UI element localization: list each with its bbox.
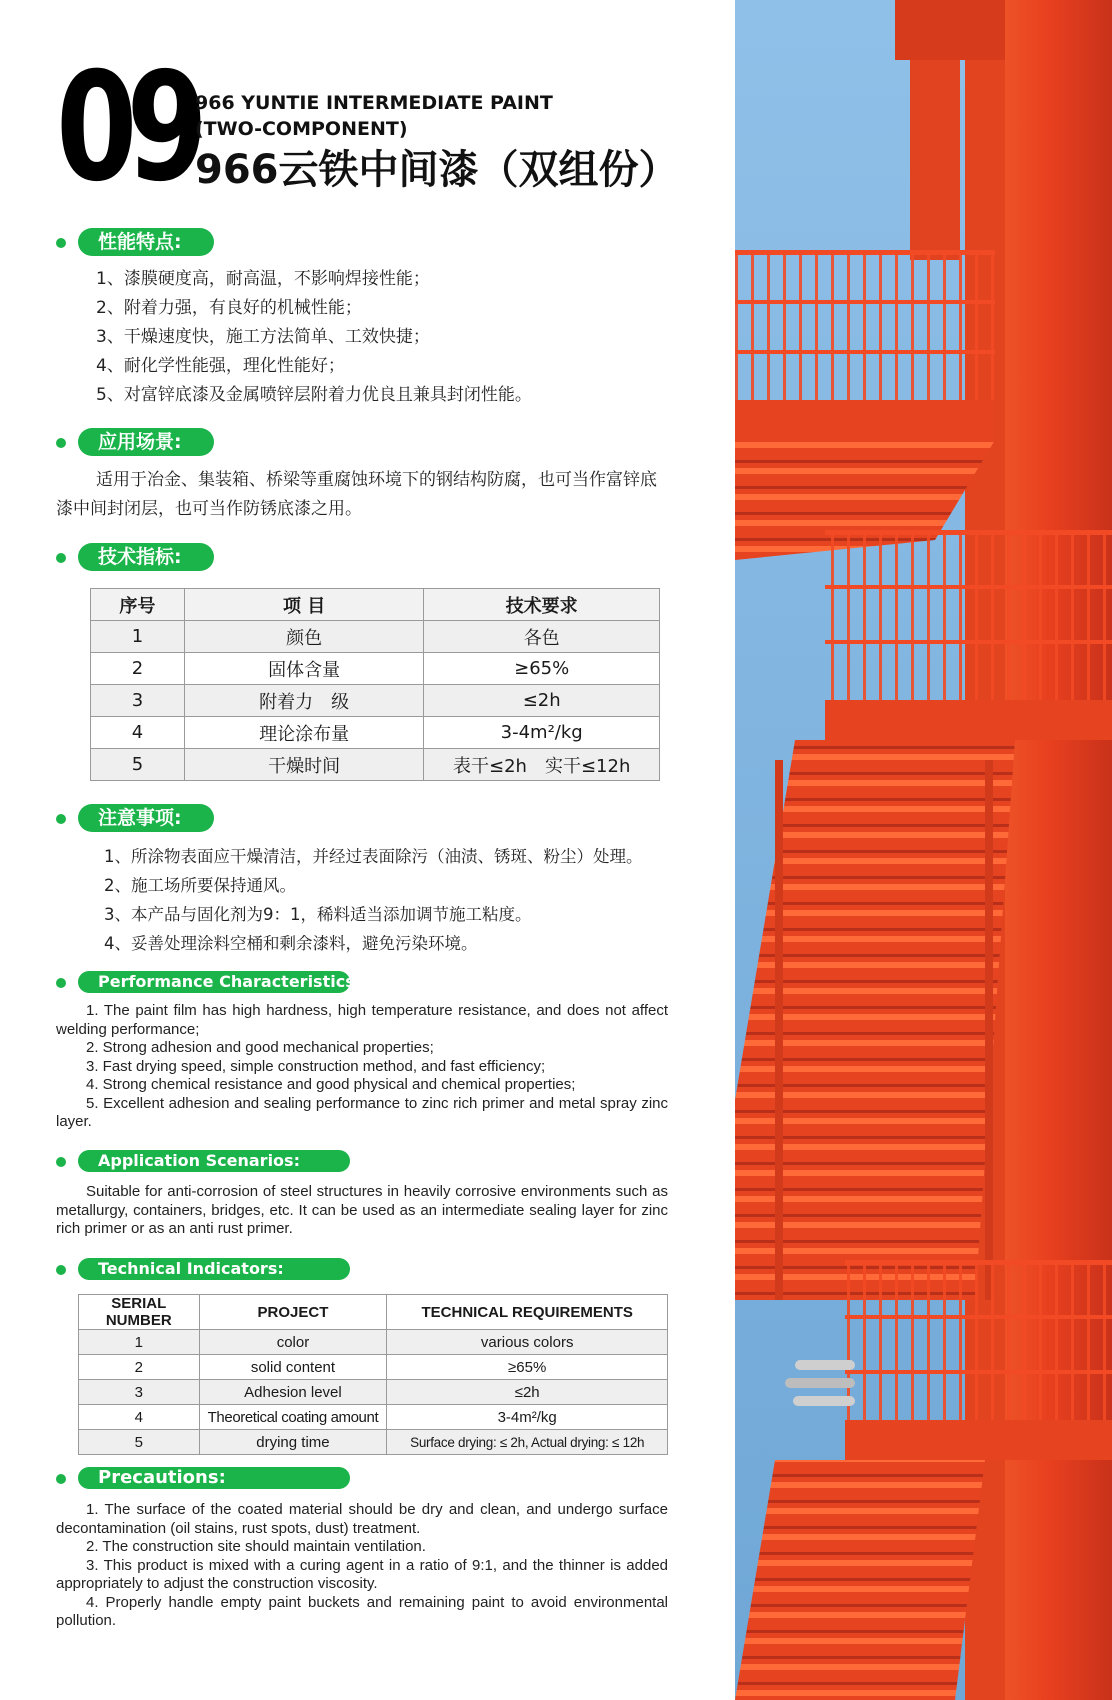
performance-list-en bbox=[56, 1002, 668, 1132]
bullet-dot-icon bbox=[56, 553, 66, 563]
heading-label: Performance Characteristics: bbox=[78, 971, 350, 993]
table-cell: ≤2h bbox=[387, 1380, 668, 1405]
table-header-row bbox=[91, 589, 660, 621]
title-en-line2: (TWO-COMPONENT) bbox=[195, 118, 408, 140]
table-cell: 5 bbox=[79, 1430, 200, 1455]
title-en-line1: 966 YUNTIE INTERMEDIATE PAINT bbox=[195, 92, 553, 114]
heading-label: 技术指标: bbox=[78, 543, 214, 571]
product-title-cn: 966云铁中间漆（双组份） bbox=[195, 147, 679, 193]
table-row bbox=[91, 717, 660, 749]
table-cell: 2 bbox=[91, 653, 185, 685]
table-row bbox=[79, 1355, 668, 1380]
list-item: 2. Strong adhesion and good mechanical properties; bbox=[86, 1039, 434, 1056]
heading-label: Precautions: bbox=[78, 1467, 350, 1489]
table-row bbox=[91, 749, 660, 781]
technical-table-en bbox=[78, 1294, 668, 1455]
bullet-dot-icon bbox=[56, 1157, 66, 1167]
table-cell: color bbox=[199, 1330, 387, 1355]
table-cell: drying time bbox=[199, 1430, 387, 1455]
header-cell: 序号 bbox=[91, 589, 185, 621]
bullet-dot-icon bbox=[56, 438, 66, 448]
table-row bbox=[79, 1330, 668, 1355]
list-item: 4、耐化学性能强，理化性能好； bbox=[96, 356, 345, 376]
header-cell: PROJECT bbox=[199, 1295, 387, 1330]
heading-label: 性能特点: bbox=[78, 228, 214, 256]
table-cell: ≤2h bbox=[424, 685, 660, 717]
list-item: 1、漆膜硬度高，耐高温，不影响焊接性能； bbox=[96, 269, 430, 289]
application-text-cn: 适用于冶金、集装箱、桥梁等重腐蚀环境下的钢结构防腐，也可当作富锌底漆中间封闭层，也可当作防锈底漆之用。 bbox=[56, 470, 657, 519]
heading-label: Application Scenarios: bbox=[78, 1150, 350, 1172]
list-item: 3、本产品与固化剂为9：1，稀料适当添加调节施工粘度。 bbox=[104, 905, 532, 924]
table-header-row bbox=[79, 1295, 668, 1330]
table-cell: 3-4m²/kg bbox=[424, 717, 660, 749]
list-item: 1. The surface of the coated material should be dry and clean, and undergo surface decontamination (oil stains, rust spots, dust) treatment. bbox=[56, 1501, 668, 1537]
table-cell: ≥65% bbox=[424, 653, 660, 685]
catalog-number: 09 bbox=[56, 41, 197, 215]
header-cell: SERIAL NUMBER bbox=[79, 1295, 200, 1330]
heading-label: Technical Indicators: bbox=[78, 1258, 350, 1280]
table-cell: 各色 bbox=[424, 621, 660, 653]
table-cell: 1 bbox=[91, 621, 185, 653]
list-item: 4. Properly handle empty paint buckets and remaining paint to avoid environmental pollution. bbox=[56, 1593, 668, 1629]
bullet-dot-icon bbox=[56, 1265, 66, 1275]
table-cell: 5 bbox=[91, 749, 185, 781]
header-cell: 项 目 bbox=[184, 589, 424, 621]
table-row bbox=[91, 653, 660, 685]
application-paragraph: Suitable for anti-corrosion of steel structures in heavily corrosive environments such as metallurgy, containers, bridges, etc. It can be used as an intermediate sealing layer for zinc rich primer or as an anti rust primer. bbox=[56, 1183, 668, 1237]
table-row bbox=[91, 685, 660, 717]
table-cell: 固体含量 bbox=[184, 653, 424, 685]
list-item: 2、附着力强，有良好的机械性能； bbox=[96, 298, 362, 318]
table-cell: 3 bbox=[79, 1380, 200, 1405]
table-cell: Adhesion level bbox=[199, 1380, 387, 1405]
table-row bbox=[79, 1380, 668, 1405]
list-item: 4. Strong chemical resistance and good physical and chemical properties; bbox=[86, 1076, 576, 1093]
table-cell: 附着力 级 bbox=[184, 685, 424, 717]
table-row bbox=[79, 1405, 668, 1430]
table-cell: Theoretical coating amount bbox=[199, 1405, 387, 1430]
bullet-dot-icon bbox=[56, 814, 66, 824]
list-item: 2、施工场所要保持通风。 bbox=[104, 876, 296, 895]
table-cell: various colors bbox=[387, 1330, 668, 1355]
precautions-list-cn bbox=[104, 842, 684, 958]
bullet-dot-icon bbox=[56, 978, 66, 988]
heading-label: 应用场景: bbox=[78, 428, 214, 456]
bullet-dot-icon bbox=[56, 1474, 66, 1484]
list-item: 1、所涂物表面应干燥清洁，并经过表面除污（油渍、锈斑、粉尘）处理。 bbox=[104, 847, 643, 866]
table-cell: 1 bbox=[79, 1330, 200, 1355]
list-item: 2. The construction site should maintain ventilation. bbox=[86, 1538, 426, 1555]
list-item: 5. Excellent adhesion and sealing performance to zinc rich primer and metal spray zinc layer. bbox=[56, 1094, 668, 1130]
header-cell: 技术要求 bbox=[424, 589, 660, 621]
table-cell: Surface drying: ≤ 2h, Actual drying: ≤ 12h bbox=[387, 1430, 668, 1455]
list-item: 3. Fast drying speed, simple construction method, and fast efficiency; bbox=[86, 1057, 546, 1075]
table-cell: 干燥时间 bbox=[184, 749, 424, 781]
table-cell: 2 bbox=[79, 1355, 200, 1380]
table-cell: 3-4m²/kg bbox=[387, 1405, 668, 1430]
product-title-en bbox=[195, 90, 675, 142]
table-cell: solid content bbox=[199, 1355, 387, 1380]
table-cell: 3 bbox=[91, 685, 185, 717]
list-item: 3、干燥速度快，施工方法简单、工效快捷； bbox=[96, 327, 430, 347]
technical-table-cn bbox=[90, 588, 660, 781]
table-cell: 理论涂布量 bbox=[184, 717, 424, 749]
list-item: 1. The paint film has high hardness, high temperature resistance, and does not affect welding performance; bbox=[56, 1002, 668, 1038]
table-cell: 4 bbox=[91, 717, 185, 749]
table-cell: 颜色 bbox=[184, 621, 424, 653]
list-item: 3. This product is mixed with a curing agent in a ratio of 9:1, and the thinner is added appropriately to adjust the construction viscosity. bbox=[56, 1556, 668, 1592]
list-item: 4、妥善处理涂料空桶和剩余漆料，避免污染环境。 bbox=[104, 934, 478, 953]
precautions-list-en bbox=[56, 1501, 668, 1631]
table-row bbox=[91, 621, 660, 653]
heading-label: 注意事项: bbox=[78, 804, 214, 832]
application-text-en bbox=[56, 1183, 668, 1239]
table-cell: 表干≤2h 实干≤12h bbox=[424, 749, 660, 781]
table-cell: ≥65% bbox=[387, 1355, 668, 1380]
list-item: 5、对富锌底漆及金属喷锌层附着力优良且兼具封闭性能。 bbox=[96, 385, 532, 405]
bullet-dot-icon bbox=[56, 238, 66, 248]
table-cell: 4 bbox=[79, 1405, 200, 1430]
performance-list-cn bbox=[96, 265, 676, 410]
red-stair-tower-photo bbox=[735, 0, 1112, 1700]
header-cell: TECHNICAL REQUIREMENTS bbox=[387, 1295, 668, 1330]
table-row bbox=[79, 1430, 668, 1455]
